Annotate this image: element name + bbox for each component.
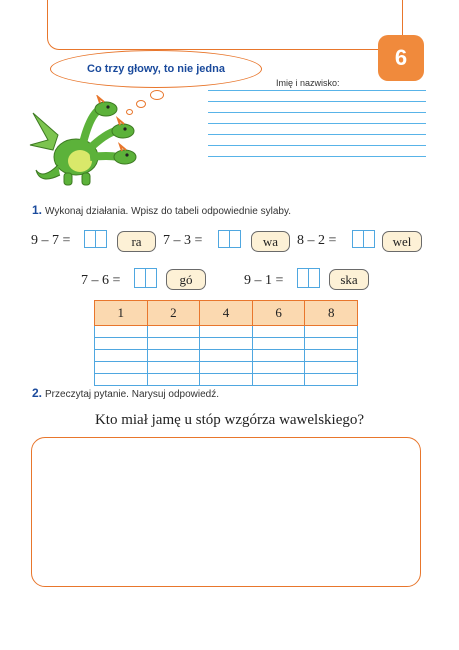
task2-instruction: Przeczytaj pytanie. Narysuj odpowiedź. [45, 389, 219, 400]
answer-boxes[interactable] [352, 230, 375, 248]
table-row[interactable] [95, 362, 358, 374]
name-line[interactable] [208, 145, 426, 146]
syllable-tag: ska [329, 269, 369, 290]
name-label: Imię i nazwisko: [276, 78, 340, 88]
answer-table [94, 300, 358, 386]
answer-boxes[interactable] [297, 268, 320, 288]
answer-boxes[interactable] [84, 230, 107, 248]
table-row[interactable] [95, 374, 358, 386]
name-line[interactable] [208, 101, 426, 102]
name-line[interactable] [208, 134, 426, 135]
syllable-tag: gó [166, 269, 206, 290]
task2-question: Kto miał jamę u stóp wzgórza wawelskiego? [94, 412, 365, 428]
worksheet-number-badge [378, 35, 424, 81]
worksheet-number: 6 [394, 45, 408, 70]
table-header: 1 [95, 301, 148, 326]
header-frame [47, 0, 403, 50]
answer-boxes[interactable] [218, 230, 241, 248]
table-row[interactable] [95, 338, 358, 350]
name-line[interactable] [208, 156, 426, 157]
table-header: 4 [200, 301, 253, 326]
task1-instruction: Wykonaj działania. Wpisz do tabeli odpowiednie sylaby. [45, 206, 291, 217]
table-header: 2 [147, 301, 200, 326]
answer-boxes[interactable] [134, 268, 157, 288]
task1-number: 1. [32, 203, 43, 217]
syllable-tag: wa [251, 231, 290, 252]
bubble-dot [150, 90, 164, 100]
task1-heading [32, 203, 291, 217]
task2-heading [32, 386, 219, 400]
name-line[interactable] [208, 90, 426, 91]
title-bubble [50, 50, 262, 88]
syllable-tag: ra [117, 231, 156, 252]
task2-number: 2. [32, 386, 43, 400]
equation-expr: 9 – 7 = [31, 233, 71, 248]
drawing-area[interactable] [31, 437, 421, 587]
table-header: 6 [252, 301, 305, 326]
equation-expr: 8 – 2 = [297, 233, 337, 248]
equation-expr: 7 – 3 = [163, 233, 203, 248]
equation-expr: 9 – 1 = [244, 273, 284, 288]
table-row[interactable] [95, 350, 358, 362]
dragon-icon [28, 95, 140, 190]
name-line[interactable] [208, 123, 426, 124]
table-header: 8 [305, 301, 358, 326]
table-header-row [95, 301, 358, 326]
table-row[interactable] [95, 326, 358, 338]
worksheet-title: Co trzy głowy, to nie jedna [87, 63, 225, 75]
name-line[interactable] [208, 112, 426, 113]
syllable-tag: wel [382, 231, 422, 252]
equation-expr: 7 – 6 = [81, 273, 121, 288]
